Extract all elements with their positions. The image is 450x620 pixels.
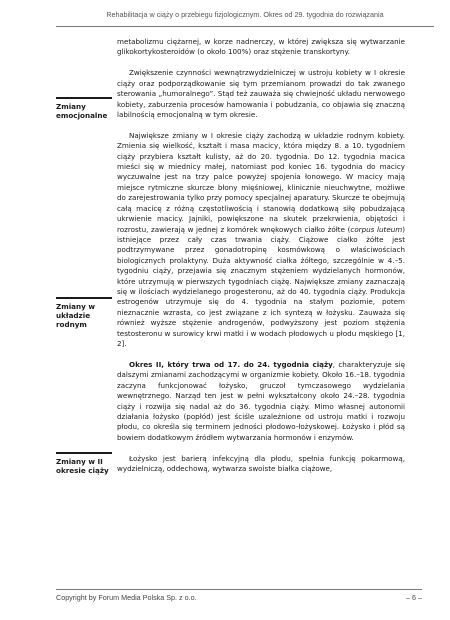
sidenote-reproductive-changes: Zmiany w układzie rodnym: [56, 297, 112, 329]
paragraph-text: ) istniejące przez cały czas trwania ciąży. Ciążowe ciałko żółte jest podtrzymywane przez gonadotropinę kosmówkową o właściwościach biologicznych prolaktyny. Duża aktywność ciałka żółtego, szczególnie w 4.–5. tygodniu ciąży, przejawia się znacznym stężeniem wydzielanych hormonów, które utrzymują w pierwszych tygodniach ciążę. Największe zmiany zaznaczają się w ilościach wydzielanego progesteronu, aż do 40. tygodnia ciąży. Produkcja estrogenów utrzymuje się do 4. tygodnia na stałym poziomie, potem nieznacznie wzrasta, co jest związane z ich syntezą w łożysku. Zauważa się również wyższe stężenie androgenów, podwyższony jest poziom stężenia testosteronu w surowicy krwi matki i w wodach płodowych u płodu męskiego [1, 2].: [117, 224, 405, 348]
paragraph-text: Największe zmiany w I okresie ciąży zachodzą w układzie rodnym kobiety. Zmienia się wielkość, kształt i masa macicy, która między 8. a 10. tygodniem ciąży przybiera kształt kulisty, aż do 20. tygodnia. Do 12. tygodnia macica mieści się w miednicy małej, natomiast pod koniec 16. tygodnia do macicy wyczuwalne jest na trzy palce powyżej spojenia łonowego. W macicy mają miejsce rytmiczne skurcze błony mięśniowej, klinicznie nieuchwytne, możliwe do zarejestrowania tylko przy pomocy specjalnej aparatury. Skurcze te obejmują całą macicę z różną częstotliwością i stanowią dodatkową siłę pobudzającą ukrwienie macicy. Jajniki, powiększone na skutek przekrwienia, objętości i rozrostu, zawierają w jednej z komórek wnękowych ciałko żółte (: [117, 130, 405, 234]
paragraph-metabolism: metabolizmu ciężarnej, w korze nadnerczy, w której zwiększa się wytwarzanie glikokortykosteroidów (o około 100%) oraz stężenie transkortyny.: [117, 37, 405, 57]
sidenote-emotional-changes: Zmiany emocjonalne: [56, 97, 112, 120]
copyright-text: Copyright by Forum Media Polska Sp. z o.o.: [56, 593, 197, 602]
sidenote-second-period: Zmiany w II okresie ciąży: [56, 452, 112, 475]
page-number: – 6 –: [406, 593, 422, 602]
bold-lead: Okres II, który trwa od 17. do 24. tygodnia ciąży: [129, 359, 333, 369]
paragraph-reproductive-changes: [117, 131, 405, 350]
latin-term: corpus luteum: [350, 224, 403, 234]
body-text: [117, 37, 405, 485]
page-footer: [56, 589, 422, 602]
paragraph-second-period: [117, 360, 405, 443]
paragraph-emotional-changes: Zwiększenie czynności wewnątrzwydzielniczej w ustroju kobiety w I okresie ciąży oraz podporządkowanie się tym przemianom prowadzi do tak zwanego sterowania „humoralnego”. Stąd też zauważa się chwiejność układu nerwowego kobiety, zaburzenia procesów hamowania i pobudzania, co objawia się znaczną labilnością emocjonalną w tym okresie.: [117, 68, 405, 119]
paragraph-placenta: Łożysko jest barierą infekcyjną dla płodu, spełnia funkcję pokarmową, wydzielniczą, oddechową, wytwarza swoiste białka ciążowe,: [117, 453, 405, 474]
paragraph-text: , charakteryzuje się dalszymi zmianami zachodzącymi w organizmie kobiety. Około 16.–18. tygodnia zaczyna funkcjonować łożysko, gruczoł tymczasowego wydzielania wewnętrznego. Narząd ten jest w pełni wykształcony około 24.–28. tygodnia ciąży i rozwija się nadal aż do 36. tygodnia ciąży. Mimo własnej autonomii działania łożysko (popłód) jest ściśle uzależnione od ustroju matki i rozwoju płodu, co określa się terminem jedności płodowo-łożyskowej. Łożysko i płód są bowiem dodatkowym źródłem wytwarzania hormonów i enzymów.: [117, 359, 406, 442]
running-header: Rehabilitacja w ciąży o przebiegu fizjologicznym. Okres od 29. tygodnia do rozwiązania: [56, 6, 434, 27]
